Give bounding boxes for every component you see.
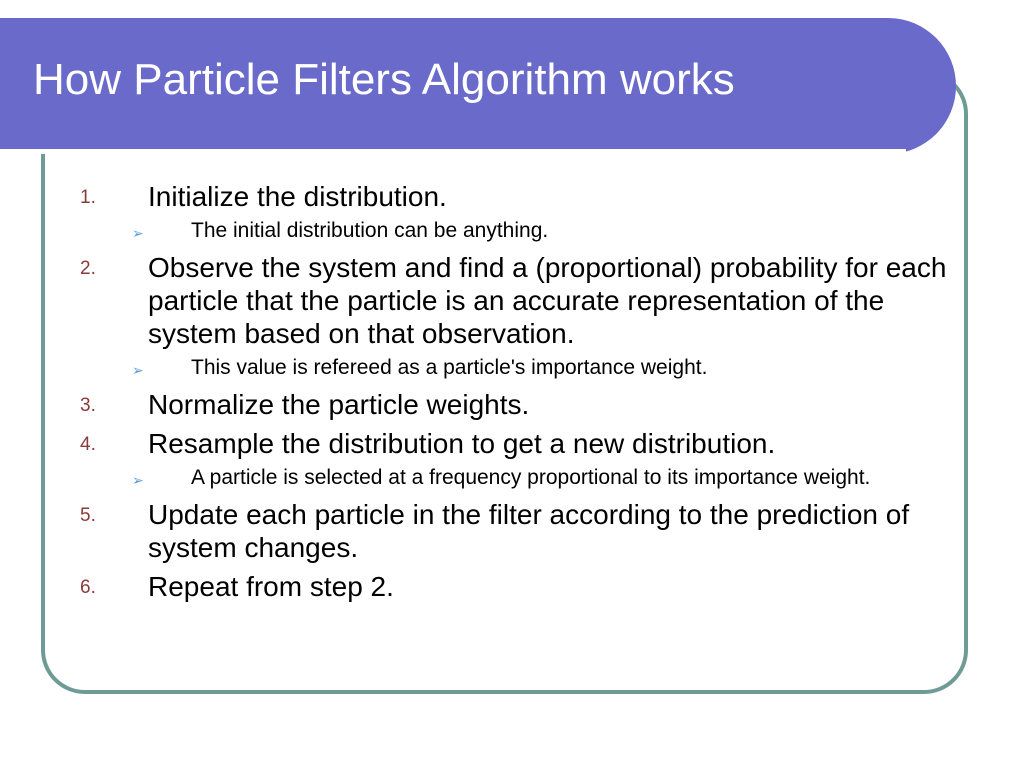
step-number: 4. [80,434,96,455]
step-text: Repeat from step 2. [148,571,394,602]
sub-item [0,466,881,490]
step-number: 2. [80,258,96,279]
step-2 [0,251,948,350]
step-number: 1. [80,187,96,208]
title-underline [0,149,906,154]
step-5 [0,498,948,564]
step-text: Normalize the particle weights. [148,389,530,420]
sub-item-text: This value is refereed as a particle's importance weight. [191,356,708,379]
step-text: Resample the distribution to get a new distribution. [148,428,776,459]
arrow-bullet-icon: ➢ [132,472,144,488]
step-number: 3. [80,395,96,416]
step-text: Observe the system and find a (proportional) probability for each particle that the particle is an accurate representation of the system based on that observation. [148,252,947,349]
sub-item-text: A particle is selected at a frequency proportional to its importance weight. [191,466,871,489]
step-number: 6. [80,577,96,598]
step-number: 5. [80,505,96,526]
arrow-bullet-icon: ➢ [132,225,144,241]
steps-list [0,180,1024,603]
step-3 [0,388,948,421]
sub-item [0,219,881,243]
slide-title: How Particle Filters Algorithm works [33,55,735,104]
sub-item [0,356,881,380]
step-1 [0,180,948,213]
step-text: Update each particle in the filter according to the prediction of system changes. [148,499,910,563]
step-6 [0,570,948,603]
sub-item-text: The initial distribution can be anything. [191,219,549,242]
step-4 [0,427,948,460]
arrow-bullet-icon: ➢ [132,362,144,378]
step-text: Initialize the distribution. [148,181,447,212]
